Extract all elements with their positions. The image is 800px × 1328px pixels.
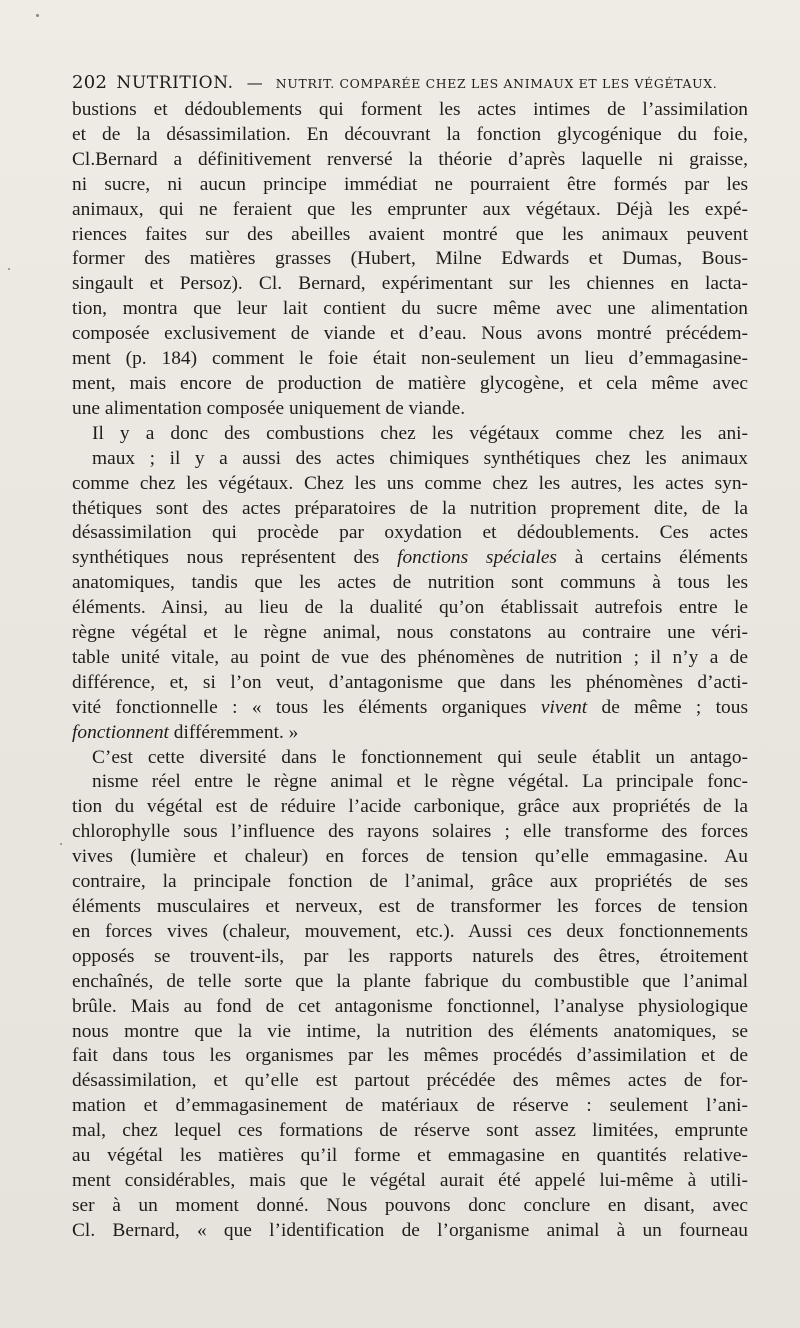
text-line: ment considérables, mais que le végétal aurait été appelé lui-même à utili- bbox=[72, 1169, 748, 1191]
paragraph-3 bbox=[72, 746, 748, 1244]
text-line: enchaînés, de telle sorte que la plante fabrique du combustible que l’animal bbox=[72, 970, 748, 992]
text-line: former des matières grasses (Hubert, Milne Edwards et Dumas, Bous- bbox=[72, 248, 748, 270]
text-line: tion du végétal est de réduire l’acide carbonique, grâce aux propriétés de la bbox=[72, 796, 748, 818]
text-line: Cl. Bernard, « que l’identification de l’organisme animal à un fourneau bbox=[72, 1219, 748, 1241]
paragraph-1 bbox=[72, 98, 748, 422]
text-line: nisme réel entre le règne animal et le règne végétal. La principale fonc- bbox=[92, 771, 748, 793]
text-line: règne végétal et le règne animal, nous constatons au contraire une véri- bbox=[72, 622, 748, 644]
text-line: contraire, la principale fonction de l’animal, grâce aux propriétés de ses bbox=[72, 871, 748, 893]
text-line: ni sucre, ni aucun principe immédiat ne pourraient être formés par les bbox=[72, 173, 748, 195]
paragraph-2 bbox=[72, 422, 748, 746]
text-line: différence, et, si l’on veut, d’antagonisme que dans les phénomènes d’acti- bbox=[72, 671, 748, 693]
header-dash: — bbox=[246, 73, 263, 92]
text-line: fonctionnent différemment. » bbox=[72, 721, 299, 743]
page-number: 202 bbox=[72, 72, 108, 93]
emphasis: fonctionnent bbox=[72, 721, 169, 743]
text-line: opposés se trouvent-ils, par les rapports naturels des êtres, étroitement bbox=[72, 945, 748, 967]
text-line: anatomiques, tandis que les actes de nutrition sont communs à tous les bbox=[72, 572, 748, 594]
text-line: et de la désassimilation. En découvrant la fonction glycogénique du foie, bbox=[72, 123, 748, 145]
text-line: fait dans tous les organismes par les mêmes procédés d’assimilation et de bbox=[72, 1045, 748, 1067]
text-line: animaux, qui ne feraient que les emprunter aux végétaux. Déjà les expé- bbox=[72, 198, 748, 220]
text-line: au végétal les matières qu’il forme et emmagasine en quantités relative- bbox=[72, 1145, 748, 1167]
text-line: ser à un moment donné. Nous pouvons donc conclure en disant, avec bbox=[72, 1194, 748, 1216]
text-line: Cl.Bernard a définitivement renversé la théorie d’après laquelle ni graisse, bbox=[72, 148, 748, 170]
text-line: mal, chez lequel ces formations de réserve sont assez limitées, emprunte bbox=[72, 1120, 748, 1142]
header-subtitle: NUTRIT. COMPARÉE CHEZ LES ANIMAUX ET LES VÉGÉTAUX. bbox=[275, 76, 718, 91]
text-line: une alimentation composée uniquement de viande. bbox=[72, 397, 466, 419]
text-line: tion, montra que leur lait contient du sucre même avec une alimentation bbox=[72, 298, 748, 320]
text-line: maux ; il y a aussi des actes chimiques synthétiques chez les animaux bbox=[92, 447, 748, 469]
body-text bbox=[72, 98, 748, 1244]
text-line: désassimilation, et qu’elle est partout précédée des mêmes actes de for- bbox=[72, 1070, 748, 1092]
section-title: NUTRITION. bbox=[116, 73, 234, 93]
text-line: mation et d’emmagasinement de matériaux de réserve : seulement l’ani- bbox=[72, 1095, 748, 1117]
text-line: Il y a donc des combustions chez les végétaux comme chez les ani- bbox=[92, 422, 748, 444]
text-line: vité fonctionnelle : « tous les éléments organiques vivent de même ; tous bbox=[72, 696, 748, 718]
text-line: ment (p. 184) comment le foie était non-seulement un lieu d’emmagasine- bbox=[72, 348, 748, 370]
text-line: vives (lumière et chaleur) en forces de tension qu’elle emmagasine. Au bbox=[72, 846, 748, 868]
text-line: chlorophylle sous l’influence des rayons solaires ; elle transforme des forces bbox=[72, 821, 748, 843]
emphasis: fonctions spéciales bbox=[397, 547, 557, 569]
text-line: singault et Persoz). Cl. Bernard, expérimentant sur les chiennes en lacta- bbox=[72, 273, 748, 295]
text-line: C’est cette diversité dans le fonctionnement qui seule établit un antago- bbox=[92, 746, 748, 768]
text-line: synthétiques nous représentent des fonctions spéciales à certains éléments bbox=[72, 547, 748, 569]
text-line: nous montre que la vie intime, la nutrition des éléments anatomiques, se bbox=[72, 1020, 748, 1042]
running-header bbox=[72, 72, 748, 98]
text-line: composée exclusivement de viande et d’eau. Nous avons montré précédem- bbox=[72, 323, 748, 345]
text-line: table unité vitale, au point de vue des phénomènes de nutrition ; il n’y a de bbox=[72, 646, 748, 668]
paper-speck bbox=[36, 14, 39, 17]
text-line: riences faites sur des abeilles avaient montré que les animaux peuvent bbox=[72, 223, 748, 245]
text-line: éléments. Ainsi, au lieu de la dualité qu’on établissait autrefois entre le bbox=[72, 597, 748, 619]
paper-speck bbox=[60, 843, 62, 845]
text-line: comme chez les végétaux. Chez les uns comme chez les autres, les actes syn- bbox=[72, 472, 748, 494]
paper-speck bbox=[8, 268, 10, 270]
text-line: thétiques sont des actes préparatoires de la nutrition proprement dite, de la bbox=[72, 497, 748, 519]
text-line: bustions et dédoublements qui forment les actes intimes de l’assimilation bbox=[72, 99, 748, 120]
text-line: désassimilation qui procède par oxydation et dédoublements. Ces actes bbox=[72, 522, 748, 544]
text-line: en forces vives (chaleur, mouvement, etc.). Aussi ces deux fonctionnements bbox=[72, 920, 748, 942]
text-line: brûle. Mais au fond de cet antagonisme fonctionnel, l’analyse physiologique bbox=[72, 995, 748, 1017]
text-line: éléments musculaires et nerveux, est de transformer les forces de tension bbox=[72, 896, 748, 917]
text-line: ment, mais encore de production de matière glycogène, et cela même avec bbox=[72, 372, 748, 394]
emphasis: vivent bbox=[540, 696, 588, 718]
